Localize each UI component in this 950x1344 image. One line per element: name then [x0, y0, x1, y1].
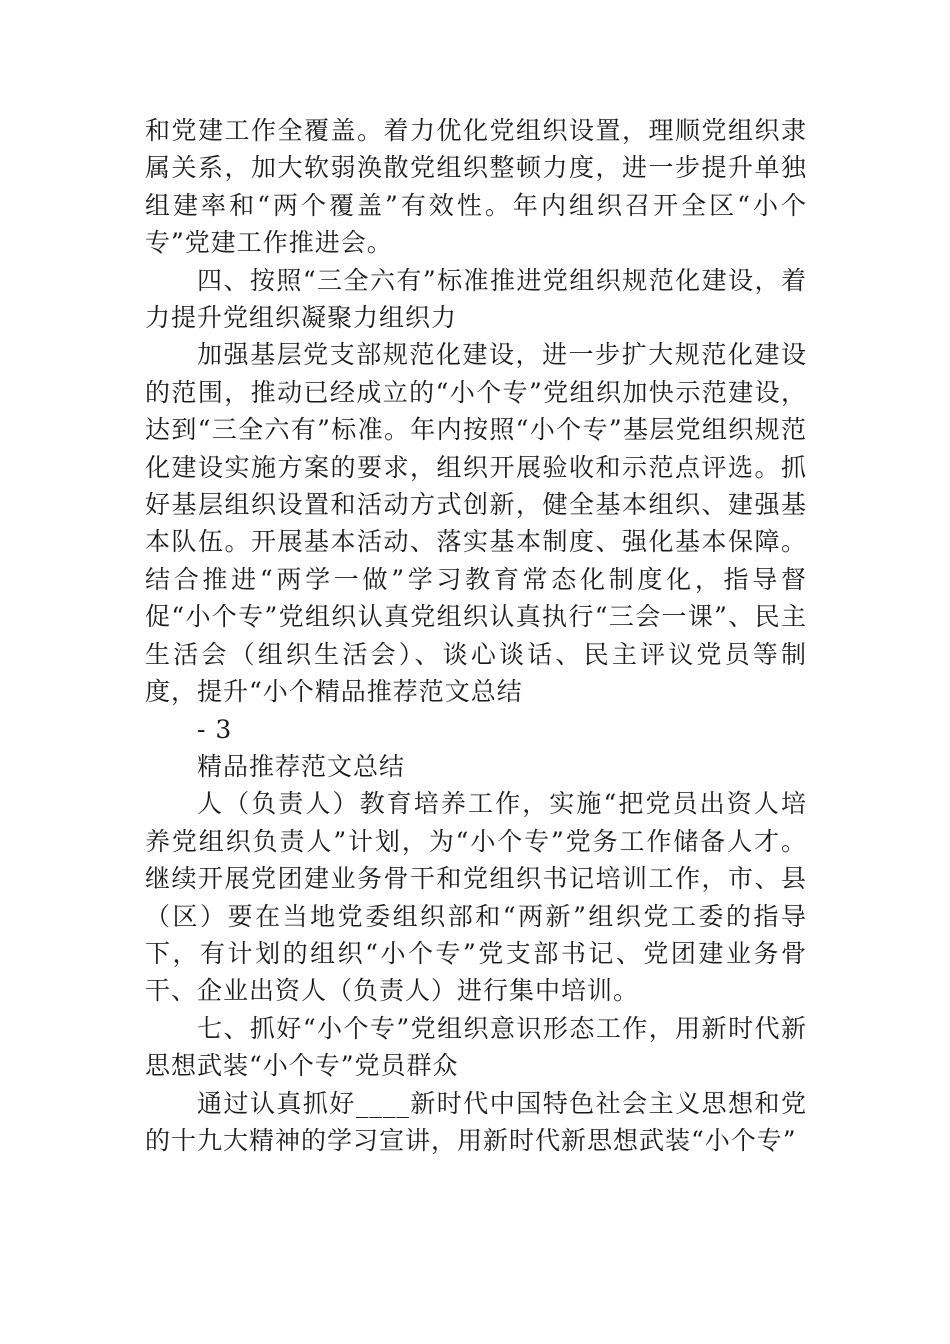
paragraph-standardization: 加强基层党支部规范化建设，进一步扩大规范化建设的范围，推动已经成立的“小个专”党组织加快示范建设，达到“三全六有”标准。年内按照“小个专”基层党组织规范化建设实施方案的要求，组织开展验收和示范点评选。抓好基层组织设置和活动方式创新，健全基本组织、建强基本队伍。开展基本活动、落实基本制度、强化基本保障。结合推进“两学一做”学习教育常态化制度化，指导督促“小个专”党组织认真党组织认真执行“三会一课”、民主生活会（组织生活会）、谈心谈话、民主评议党员等制度，提升“小个精品推荐范文总结 [145, 340, 807, 707]
paragraph-coverage: 和党建工作全覆盖。着力优化党组织设置，理顺党组织隶属关系，加大软弱涣散党组织整顿力度，进一步提升单独组建率和“两个覆盖”有效性。年内组织召开全区“小个专”党建工作推进会。 [145, 116, 807, 258]
page-header-note: 精品推荐范文总结 [197, 751, 406, 781]
document-page [145, 112, 807, 1159]
heading-section-seven: 七、抓好“小个专”党组织意识形态工作，用新时代新思想武装“小个专”党员群众 [145, 1013, 807, 1081]
heading-section-four: 四、按照“三全六有”标准推进党组织规范化建设，着力提升党组织凝聚力组织力 [145, 265, 807, 333]
paragraph-training: 人（负责人）教育培养工作，实施“把党员出资人培养党组织负责人”计划，为“小个专”党务工作储备人才。继续开展党团建业务骨干和党组织书记培训工作，市、县（区）要在当地党委组织部和“两新”组织党工委的指导下，有计划的组织“小个专”党支部书记、党团建业务骨干、企业出资人（负责人）进行集中培训。 [145, 789, 807, 1006]
paragraph-ideology: 通过认真抓好____新时代中国特色社会主义思想和党的十九大精神的学习宣讲，用新时代新思想武装“小个专” [145, 1088, 807, 1155]
page-number: - 3 [197, 714, 233, 744]
